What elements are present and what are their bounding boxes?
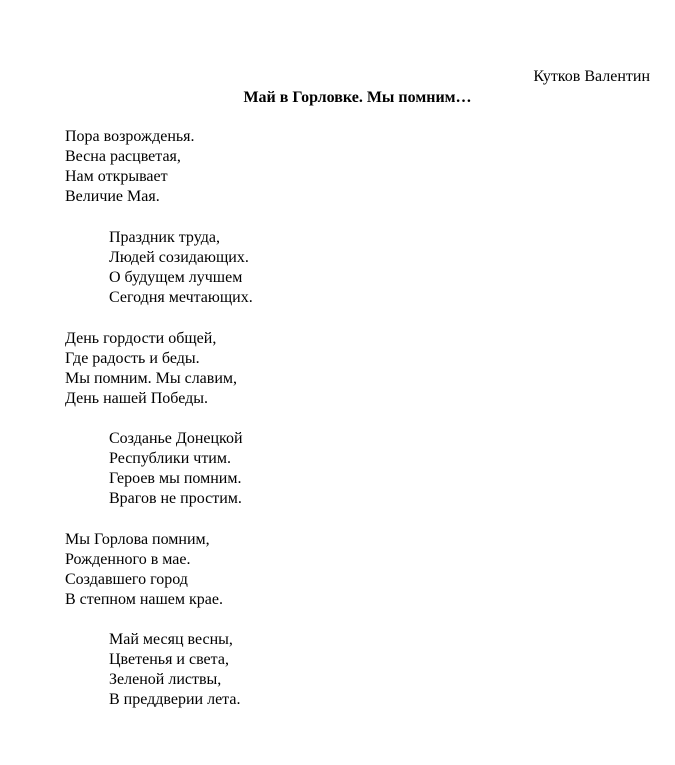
- poem-line: В преддверии лета.: [109, 691, 241, 708]
- stanza: [65, 127, 195, 207]
- stanza: [109, 429, 243, 509]
- stanza: [65, 329, 237, 409]
- poem-line: Героев мы помним.: [109, 470, 242, 487]
- poem-line: Людей созидающих.: [109, 249, 249, 266]
- poem-line: Весна расцветая,: [65, 148, 181, 165]
- poem-line: Врагов не простим.: [109, 490, 242, 507]
- poem-line: Цветенья и света,: [109, 651, 229, 668]
- poem-line: Величие Мая.: [65, 188, 160, 205]
- poem-line: Мы помним. Мы славим,: [65, 370, 238, 387]
- poem-line: Праздник труда,: [109, 229, 220, 246]
- poem-line: Создавшего город: [65, 571, 188, 588]
- poem-line: Рожденного в мае.: [65, 551, 191, 568]
- poem-line: Сегодня мечтающих.: [109, 289, 253, 306]
- poem-line: Республики чтим.: [109, 450, 231, 467]
- poem-line: День нашей Победы.: [65, 390, 208, 407]
- poem-line: Где радость и беды.: [65, 350, 200, 367]
- stanza: [109, 228, 253, 308]
- poem-title: Май в Горловке. Мы помним…: [243, 89, 472, 106]
- poem-line: Мы Горлова помним,: [65, 531, 210, 548]
- stanza: [65, 530, 223, 610]
- poem-line: Созданье Донецкой: [109, 430, 243, 447]
- poem-line: Нам открывает: [65, 168, 168, 185]
- poem-line: О будущем лучшем: [109, 269, 243, 286]
- poem-line: Май месяц весны,: [109, 631, 233, 648]
- poem-line: В степном нашем крае.: [65, 591, 223, 608]
- poem-line: Пора возрожденья.: [65, 128, 195, 145]
- poem-line: День гордости общей,: [65, 330, 217, 347]
- stanza: [109, 630, 240, 710]
- poem-line: Зеленой листвы,: [109, 671, 222, 688]
- author-name: Кутков Валентин: [533, 68, 650, 85]
